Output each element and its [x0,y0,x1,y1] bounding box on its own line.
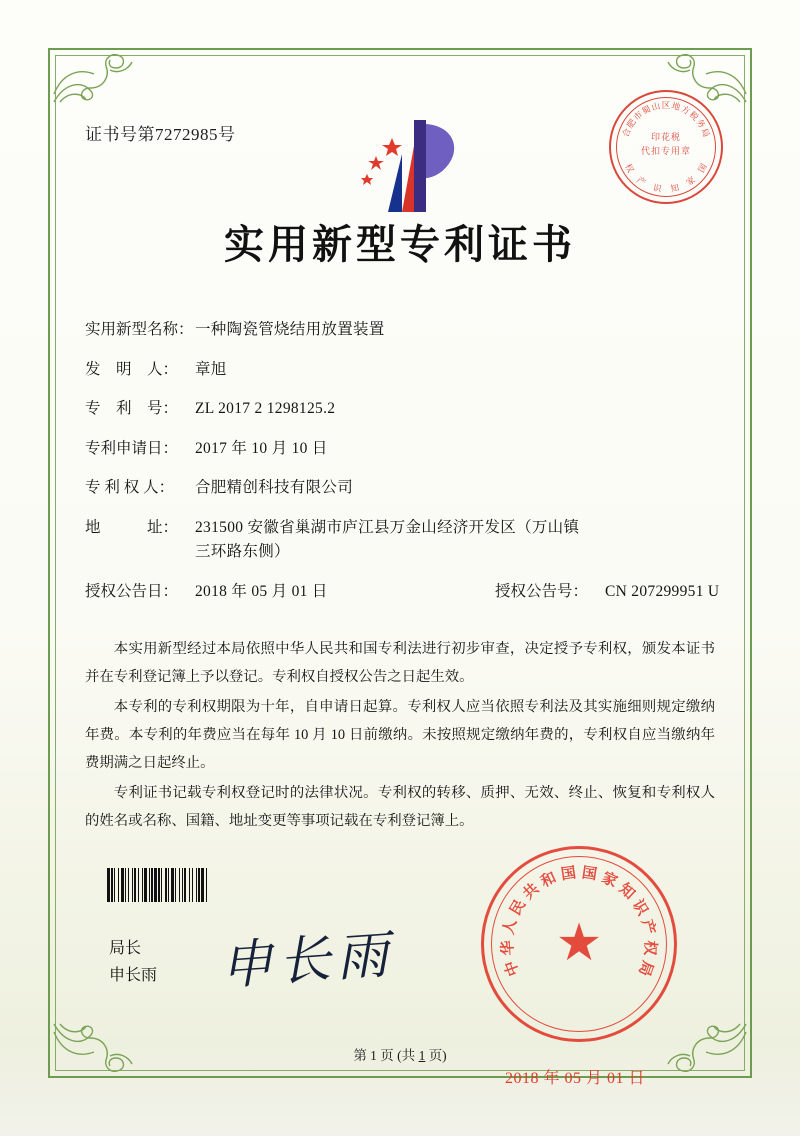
field-row-name [85,322,715,338]
field-row-inventor [85,362,715,378]
field-row-patent-number [85,401,715,417]
paragraph: 专利证书记载专利权登记时的法律状况。专利权的转移、质押、无效、终止、恢复和专利权人的姓名或名称、国籍、地址变更等事项记载在专利登记簿上。 [85,785,715,830]
barcode-icon [107,868,317,902]
field-label: 发 明 人： [85,360,179,378]
field-value: ZL 2017 2 1298125.2 [195,400,336,417]
announcement-date-value: 2018 年 05 月 01 日 [195,582,328,600]
paragraph: 本实用新型经过本局依照中华人民共和国专利法进行初步审查，决定授予专利权，颁发本证书并在专利登记簿上予以登记。专利权自授权公告之日起生效。 [85,641,715,686]
official-seal: 中 华 人 民 共 和 国 国 家 知 识 产 权 局 ★ [481,846,677,1042]
director-title-label: 局长 [109,940,142,957]
field-value: 2017 年 10 月 10 日 [195,439,328,457]
tax-stamp [609,90,723,204]
announcement-number-label: 授权公告号： [495,582,589,600]
footer-page-count: 1 [418,1048,426,1063]
field-row-announcement [85,582,720,600]
stamp-arc-top: 合 肥 市 蜀 山 区 地 方 税 务 局 [620,100,712,139]
handwritten-signature: 申长雨 [218,926,397,996]
page-footer [0,1044,800,1064]
footer-prefix: 第 1 页 (共 [353,1048,419,1063]
field-row-address [85,520,715,560]
field-value: 章旭 [195,360,227,378]
field-value-line1: 231500 安徽省巢湖市庐江县万金山经济开发区（万山镇 [195,518,580,536]
field-label: 实用新型名称： [85,321,194,338]
patent-office-logo-icon [340,112,480,222]
signature-block [109,935,157,989]
field-row-patentee [85,480,715,496]
stamp-line-2: 代扣专用章 [640,146,691,156]
seal-date: 2018 年 05 月 01 日 [505,1070,646,1087]
footer-suffix: 页) [425,1048,447,1063]
stamp-line-1: 印花税 [650,132,681,142]
national-emblem-icon: ★ [555,915,603,972]
field-row-application-date [85,441,715,457]
field-value: 一种陶瓷管烧结用放置装置 [195,321,385,338]
paragraph: 本专利的专利权期限为十年，自申请日起算。专利权人应当依照专利法及其实施细则规定缴纳年费。本专利的年费应当在每年 10 月 10 日前缴纳。未按照规定缴纳年费的，专利权自应当缴纳年费期满之日起终止。 [85,699,715,772]
field-list [85,321,720,600]
announcement-number-value: CN 207299951 U [605,582,720,600]
director-name-label: 申长雨 [109,967,158,985]
field-value-multiline [195,520,715,560]
field-label: 专 利 权 人： [85,479,175,496]
stamp-arc-bottom: 国 家 知 识 产 权 [623,161,709,194]
certificate-number: 证书号第7272985号 [85,125,236,144]
legal-text [85,635,715,836]
page-title: 实用新型专利证书 [224,222,576,267]
field-label: 地 址： [85,518,179,536]
field-label: 专 利 号： [85,400,179,417]
announcement-date-label: 授权公告日： [85,582,179,600]
field-label: 专利申请日： [85,439,179,457]
field-value-line2: 三环路东侧） [195,543,290,560]
field-value: 合肥精创科技有限公司 [195,479,354,496]
